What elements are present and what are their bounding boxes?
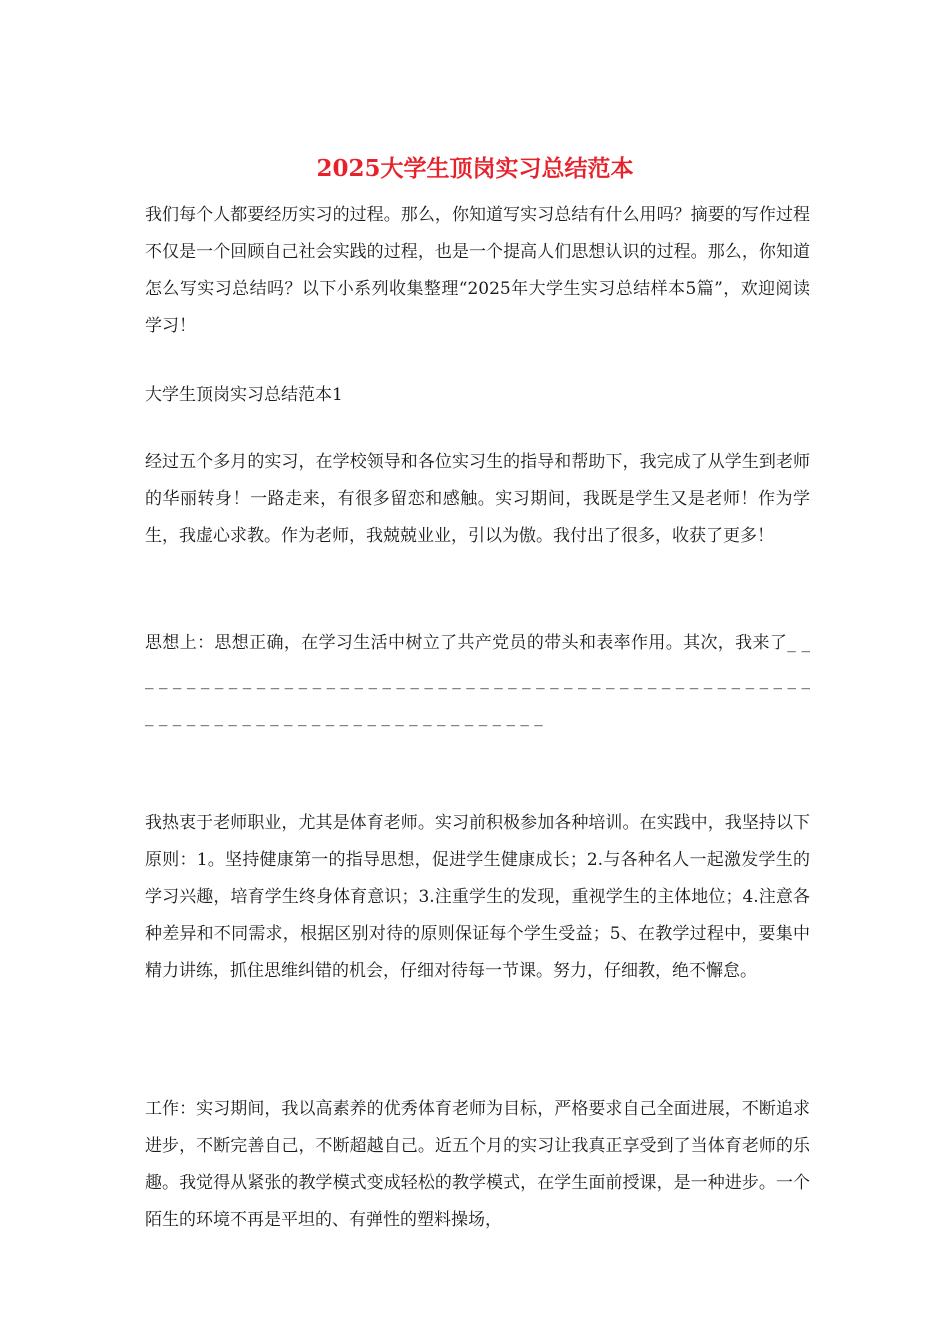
paragraph-thought: [145, 625, 810, 736]
paragraph-work: 工作：实习期间，我以高素养的优秀体育老师为目标，严格要求自己全面进展，不断追求进步，不断完善自己，不断超越自己。近五个月的实习让我真正享受到了当体育老师的乐趣。我觉得从紧张的教学模式变成轻松的教学模式，在学生面前授课，是一种进步。一个陌生的环境不再是平坦的、有弹性的塑料操场，: [145, 1099, 810, 1230]
fill-in-blank-line: _ _ _ _ _ _ _ _ _ _ _ _ _ _ _ _ _ _ _ _ _ _ _ _ _ _ _ _ _ _ _ _ _ _ _ _ _ _ _ _ _ _ _ _ _ _ _ _ _ _ _ _ _ _ _ _ _ _ _ _ _ _ _ _ _ _ _ _ _ _ _ _ _ _ _ _ _ _ _: [145, 633, 810, 727]
paragraph-experience: 经过五个多月的实习，在学校领导和各位实习生的指导和帮助下，我完成了从学生到老师的华丽转身！一路走来，有很多留恋和感触。实习期间，我既是学生又是老师！作为学生，我虚心求教。作为老师，我兢兢业业，引以为傲。我付出了很多，收获了更多！: [145, 452, 810, 546]
intro-paragraph: 我们每个人都要经历实习的过程。那么，你知道写实习总结有什么用吗？摘要的写作过程不仅是一个回顾自己社会实践的过程，也是一个提高人们思想认识的过程。那么，你知道怎么写实习总结吗？以下小系列收集整理“2025年大学生实习总结样本5篇”，欢迎阅读学习！: [145, 205, 810, 336]
paragraph-principles: 我热衷于老师职业，尤其是体育老师。实习前积极参加各种培训。在实践中，我坚持以下原则：1。坚持健康第一的指导思想，促进学生健康成长；2.与各种名人一起激发学生的学习兴趣，培育学生终身体育意识；3.注重学生的发现，重视学生的主体地位；4.注意各种差异和不同需求，根据区别对待的原则保证每个学生受益；5、在教学过程中，要集中精力讲练，抓住思维纠错的机会，仔细对待每一节课。努力，仔细教，绝不懈怠。: [145, 813, 810, 981]
thought-text: 思想上：思想正确，在学习生活中树立了共产党员的带头和表率作用。其次，我来了: [145, 633, 788, 653]
document-title: 2025大学生顶岗实习总结范本: [316, 155, 634, 182]
section-heading: 大学生顶岗实习总结范本1: [145, 385, 343, 405]
